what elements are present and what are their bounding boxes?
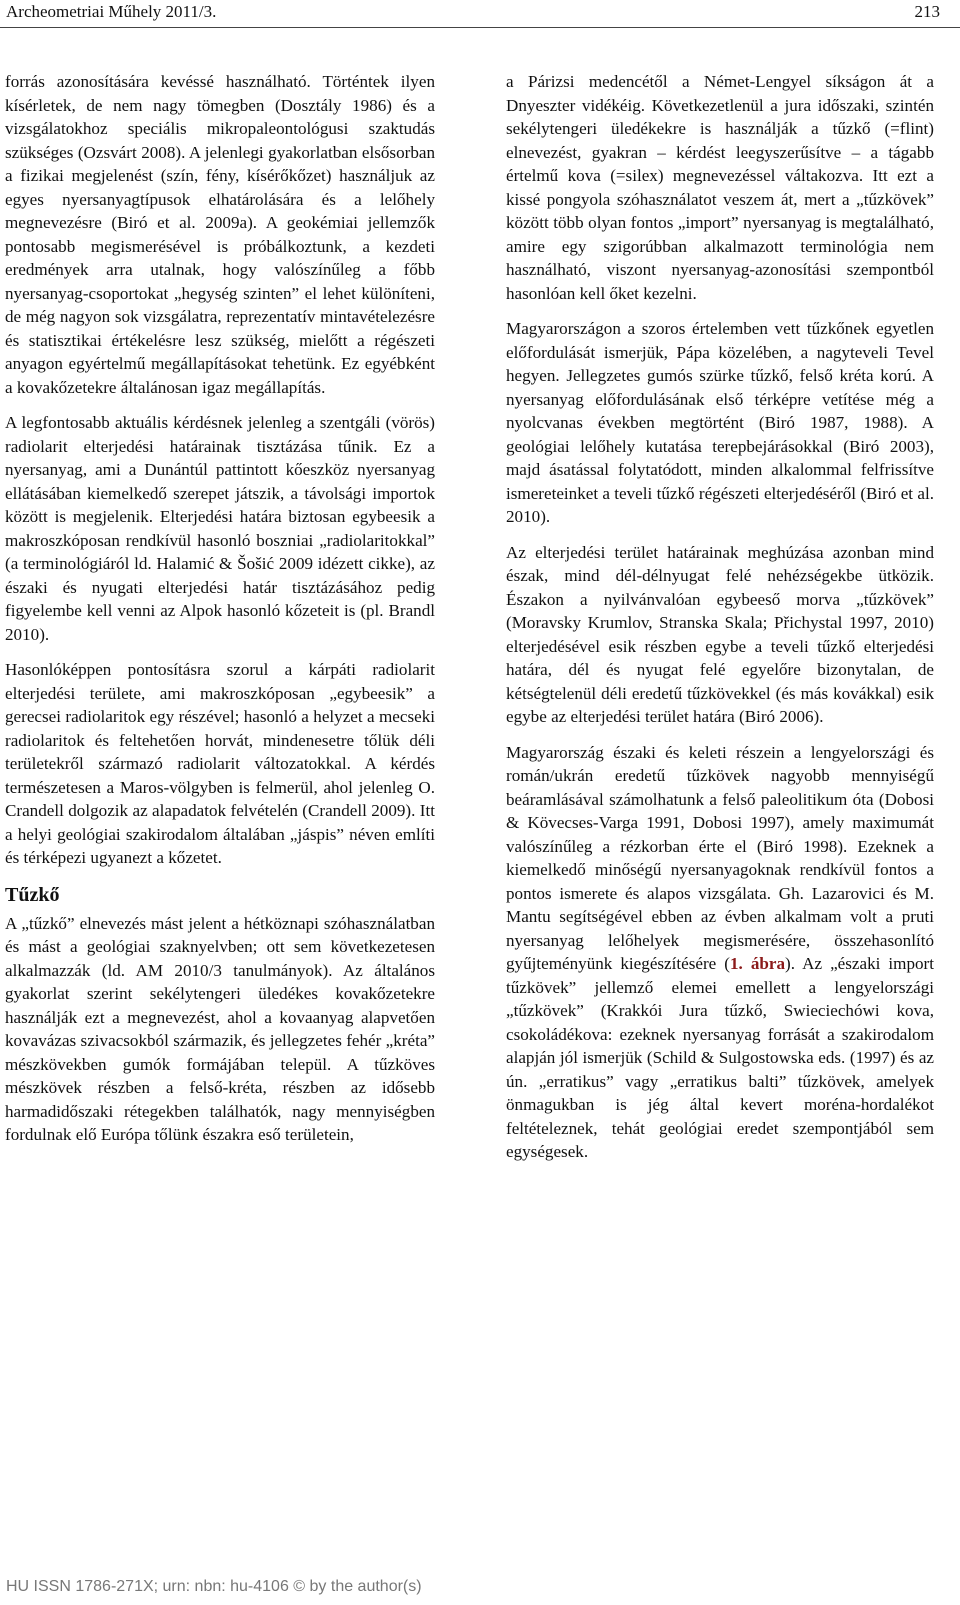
paragraph-text: Magyarország északi és keleti részein a lengyelországi és román/ukrán eredetű tűzkövek nagyobb mennyiségű beáramlásával számolhatunk a felső paleolitikum óta (Dobosi & Kövecses-Varga 1991, Dobosi 1997), amely maximumát valószínűleg a rézkorban érte el (Biró 1998). Ezeknek a kiemelkedő minőségű nyersanyagoknak rendkívül fontos a pontos ismerete és alapos vizsgálata. Gh. Lazarovici és M. Mantu segítségével ebben az évben alkalmam volt a pruti nyersanyag lelőhelyek megismerésére, összehasonlító gyűjteményünk kiegészítésére ( — [506, 742, 934, 973]
journal-title: Archeometriai Műhely 2011/3. — [6, 2, 217, 21]
paragraph: A legfontosabb aktuális kérdésnek jelenleg a szentgáli (vörös) radiolarit elterjedési határainak tisztázása tűnik. Ez a nyersanyag, ami a Dunántúl pattintott kőeszköz nyersanyag ellátásában kiemelkedő szerepet játszik, a távolsági importok között is megjelenik. Elterjedési határa biztosan egybeesik a makroszkóposan rendkívül hasonló boszniai „radiolaritokkal” (a terminológiáról ld. Halamić & Šošić 2009 idézett cikke), az északi és nyugati elterjedési határ tisztázásához pedig figyelembe kell venni az Alpok hasonló kőzeteit is (pl. Brandl 2010). — [5, 413, 435, 644]
paragraph-text: ). Az „északi import tűzkövek” jellemző elemei emellett a lengyelországi „tűzkövek” (Krakkói Jura tűzkő, Swieciechówi kova, csokoládékova: ezeknek nyersanyag forrását a szakirodalom alapján jól ismerjük (Schild & Sulgostowska eds. (1997) és az ún. „erratikus” vagy „erratikus balti” tűzkövek, amelyek önmagukban is jég által kevert moréna-hordalékot feltételeznek, tehát geológiai eredet szempontjából sem egységesek. — [506, 954, 935, 1161]
running-header — [0, 0, 960, 30]
right-column — [506, 70, 934, 1176]
paragraph — [506, 741, 934, 1164]
left-column — [5, 70, 435, 1159]
paragraph: forrás azonosítására kevéssé használható. Történtek ilyen kísérletek, de nem nagy tömegben (Dosztály 1986) és a vizsgálatokhoz speciális mikropaleontológusi szaktudás szükséges (Ozsvárt 2008). A jelenlegi gyakorlatban elsősorban a fizikai megjelenést (szín, fény, kísérőkőzet) használjuk az egyes nyersanyagtípusok elhatárolására és a lelőhely megnevezésre (Biró et al. 2009a). A geokémiai jellemzők pontosabb megismerésével is próbálkoztunk, a kezdeti eredmények arra utalnak, hogy valószínűleg a főbb nyersanyag-csoportokat „hegység szinten” el lehet különíteni, de még nagyon sok vizsgálatra, reprezentatív mintavételezésre és statisztikai értékelésre lesz szükség, mielőtt a régészeti anyagon egyértelmű megállapításokat tehetünk. Ez egyébként a kovakőzetekre általánosan igaz megállapítás. — [5, 72, 435, 397]
paragraph: Hasonlóképpen pontosításra szorul a kárpáti radiolarit elterjedési területe, ami makroszkóposan „egybeesik” a gerecsei radiolaritok egy részével; hasonló a helyzet a mecseki radiolaritok és feltehetően horvát, mindenesetre tőlük déli területekről származó radiolarit változatokkal. A kérdés természetesen a Maros-völgyben is felmerül, ahol jelenleg O. Crandell dolgozik az alapadatok felvételén (Crandell 2009). Itt a helyi geológiai szakirodalom általában „jáspis” néven említi és térképezi ugyanezt a kőzetet. — [5, 660, 435, 867]
paragraph: a Párizsi medencétől a Német-Lengyel síkságon át a Dnyeszter vidékéig. Következetlenül a jura időszaki, szintén sekélytengeri üledékekre is használják a tűzkő (=flint) elnevezést, gyakran – kérdést leegyszerűsítve – a tágabb értelmű kova (=silex) megnevezéssel váltakozva. Itt ezt a kissé pongyola szóhasználatot veszem át, mert a „tűzkövek” között több olyan fontos „import” nyersanyag is megtalálható, amire egy szigorúbban alkalmazott terminológia nem használható, viszont nyersanyag-azonosítási szempontból hasonlóan kell őket kezelni. — [506, 72, 934, 303]
paragraph: Magyarországon a szoros értelemben vett tűzkőnek egyetlen előfordulását ismerjük, Pápa közelében, a nagyteveli Tevel hegyen. Jellegzetes gumós szürke tűzkő, felső kréta korú. A nyersanyag előfordulásának első térképre vetítése még a nyolcvanas években megtörtént (Biró 1987, 1988). A geológiai lelőhely kutatása terepbejárásokkal (Biró 2003), majd ásatással folytatódott, minden alkalommal felfrissítve ismereteinket a teveli tűzkő régészeti elterjedéséről (Biró et al. 2010). — [506, 319, 934, 526]
paragraph: Az elterjedési terület határainak meghúzása azonban mind észak, mind dél-délnyugat felé nehézségekbe ütközik. Északon a nyilvánvalóan egybeeső morva „tűzkövek” (Moravsky Krumlov, Stranska Skala; Přichystal 1997, 2010) elterjedésével esik részben egybe a teveli tűzkő elterjedési határa, dél és nyugat felé egyelőre bizonytalan, de kétségtelenül déli eredetű tűzkövekkel (és más kovákkal) esik egybe az elterjedési terület határa (Biró 2006). — [506, 542, 934, 726]
figure-reference-link[interactable]: 1. ábra — [729, 954, 786, 973]
paragraph: A „tűzkő” elnevezés mást jelent a hétköznapi szóhasználatban és mást a geológiai szaknyelvben; ott sem következetesen alkalmazzák (ld. AM 2010/3 tanulmányok). Az általános gyakorlat szerint sekélytengeri üledékes kovakőzetekre használják ezt a megnevezést, ahol a kovaanyag alapvetően kovavázas szivacsokból származik, és jellegzetes fehér „kréta” mészkövekben gumók formájában települ. A tűzköves mészkövek részben a felső-kréta, részben az idősebb harmadidőszaki rétegekben találhatók, nagy mennyiségben fordulnak elő Európa tőlünk északra eső területein, — [5, 913, 435, 1144]
section-heading: Tűzkő — [5, 883, 60, 906]
page-number: 213 — [914, 2, 940, 21]
header-rule — [0, 27, 960, 28]
page-footer: HU ISSN 1786-271X; urn: nbn: hu-4106 © by the author(s) — [6, 1578, 422, 1595]
